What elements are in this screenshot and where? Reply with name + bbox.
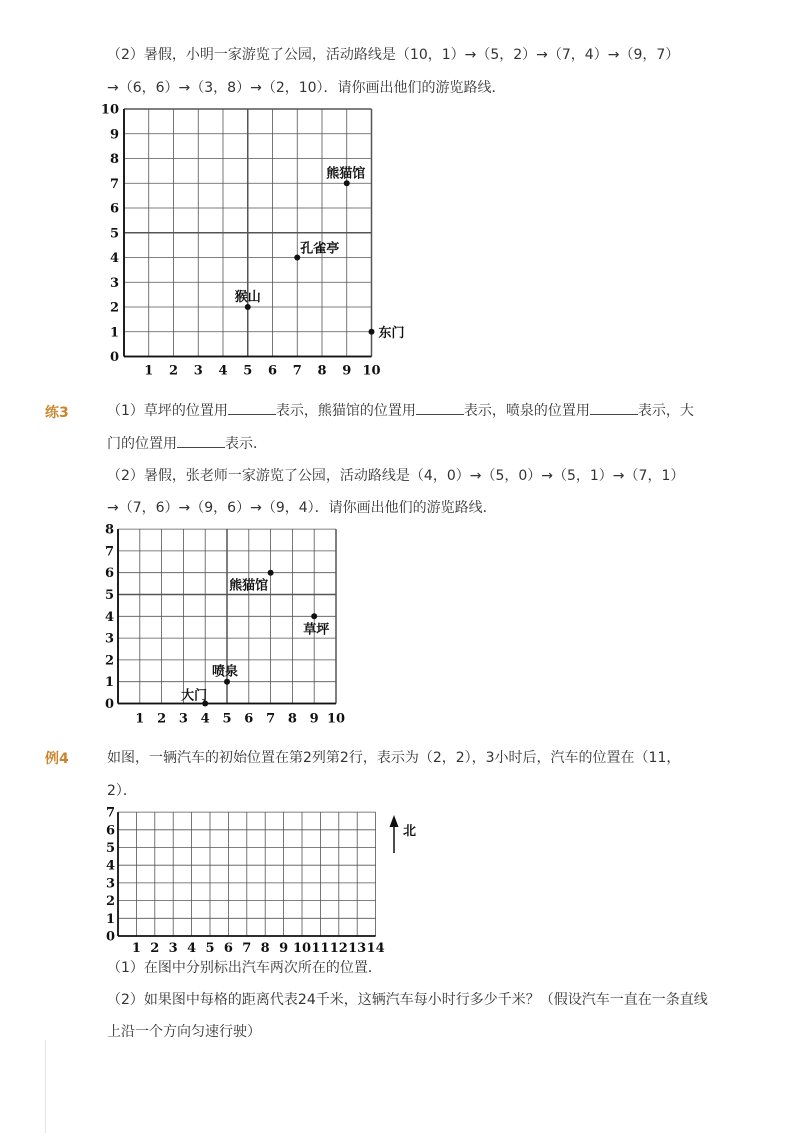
ex3-q1-text-e: 门的位置用 [107, 436, 177, 452]
y-tick-label: 3 [109, 275, 119, 291]
y-tick-label: 0 [104, 697, 114, 712]
x-tick-label: 2 [157, 711, 167, 727]
x-tick-label: 9 [342, 363, 352, 379]
location-label: 大门 [181, 688, 208, 704]
y-tick-label: 7 [105, 805, 115, 821]
x-tick-label: 8 [317, 363, 327, 379]
x-tick-label: 5 [243, 363, 253, 379]
y-tick-label: 7 [104, 544, 114, 560]
x-tick-label: 10 [292, 941, 312, 956]
ex3-q1-text-f: 表示． [225, 436, 267, 452]
y-tick-label: 1 [104, 675, 114, 691]
x-tick-label: 6 [267, 363, 278, 379]
y-tick-label: 9 [109, 127, 119, 143]
x-tick-label: 10 [362, 363, 381, 379]
y-tick-label: 5 [104, 588, 114, 603]
north-label: 北 [403, 824, 417, 839]
y-tick-label: 5 [109, 226, 119, 242]
y-tick-label: 0 [109, 350, 119, 365]
x-tick-label: 1 [144, 363, 154, 379]
x-tick-label: 12 [329, 941, 348, 956]
x-tick-label: 8 [260, 941, 270, 956]
x-tick-label: 4 [187, 941, 197, 956]
ex4-intro-line1: 如图，一辆汽车的初始位置在第2列第2行，表示为（2，2），3小时后，汽车的位置在（11， [107, 750, 681, 766]
ex4-question2-line2: 上沿一个方向匀速行驶） [107, 1024, 261, 1040]
x-tick-label: 4 [200, 711, 210, 727]
x-tick-label: 3 [168, 941, 178, 956]
y-tick-label: 0 [105, 929, 115, 945]
y-tick-label: 7 [109, 176, 119, 192]
location-label: 东门 [378, 325, 405, 341]
location-label: 猴山 [234, 290, 261, 305]
location-label: 熊猫馆 [326, 166, 366, 182]
x-tick-label: 9 [309, 711, 319, 727]
location-label: 孔雀亭 [300, 241, 340, 257]
x-tick-label: 7 [266, 711, 276, 727]
x-tick-label: 5 [205, 941, 215, 956]
y-tick-label: 6 [104, 566, 114, 582]
x-tick-label: 5 [222, 711, 232, 727]
y-tick-label: 6 [109, 201, 119, 217]
y-tick-label: 2 [104, 653, 114, 669]
y-tick-label: 3 [104, 631, 114, 647]
ex4-question1: （1）在图中分别标出汽车两次所在的位置． [107, 960, 382, 976]
x-tick-label: 3 [178, 711, 188, 727]
y-tick-label: 5 [105, 841, 115, 856]
x-tick-label: 7 [292, 363, 302, 379]
ex3-q1-text-c: 表示，喷泉的位置用 [463, 403, 590, 419]
north-arrow-icon [390, 815, 399, 827]
y-tick-label: 10 [100, 102, 119, 118]
ex4-intro-line2: 2）． [107, 783, 137, 799]
location-label: 熊猫馆 [229, 578, 269, 594]
ex3-question2-line1: （2）暑假，张老师一家游览了公园，活动路线是（4，0）→（5，0）→（5，1）→（7，1） [107, 468, 685, 484]
y-tick-label: 8 [109, 152, 119, 167]
x-tick-label: 6 [223, 941, 233, 956]
x-tick-label: 2 [150, 941, 160, 956]
y-tick-label: 8 [104, 522, 114, 538]
ex3-q1-text-d: 表示，大 [637, 403, 694, 419]
x-tick-label: 11 [311, 941, 330, 956]
y-tick-label: 3 [105, 876, 115, 892]
y-tick-label: 1 [105, 911, 115, 927]
location-label: 草坪 [303, 622, 330, 638]
x-tick-label: 2 [168, 363, 179, 379]
ex3-q1-text-a: （1）草坪的位置用 [107, 403, 228, 419]
ex3-question2-line2: →（7，6）→（9，6）→（9，4）．请你画出他们的游览路线． [107, 500, 497, 516]
x-tick-label: 10 [326, 711, 346, 727]
y-tick-label: 2 [109, 300, 119, 316]
x-tick-label: 9 [279, 941, 289, 956]
x-tick-label: 6 [244, 711, 254, 727]
ex3-q1-text-b: 表示，熊猫馆的位置用 [275, 403, 416, 419]
y-tick-label: 1 [109, 325, 119, 341]
x-tick-label: 13 [348, 941, 367, 956]
y-tick-label: 4 [109, 251, 119, 266]
x-tick-label: 3 [193, 363, 203, 379]
y-tick-label: 2 [105, 894, 115, 910]
example-4-label: 例4 [45, 751, 69, 767]
prev-question-line1: （2）暑假，小明一家游览了公园，活动路线是（10，1）→（5，2）→（7，4）→（9，7） [107, 47, 680, 63]
x-tick-label: 8 [287, 711, 297, 727]
location-label: 喷泉 [211, 664, 239, 680]
ex4-question2-line1: （2）如果图中每格的距离代表24千米，这辆汽车每小时行多少千米？（假设汽车一直在一条直线 [107, 992, 708, 1008]
x-tick-label: 1 [135, 711, 145, 727]
x-tick-label: 4 [218, 363, 228, 379]
y-tick-label: 4 [105, 858, 115, 874]
x-tick-label: 14 [366, 941, 385, 956]
x-tick-label: 1 [131, 941, 141, 956]
x-tick-label: 7 [242, 941, 252, 956]
prev-question-line2: →（6，6）→（3，8）→（2，10）．请你画出他们的游览路线． [107, 80, 506, 96]
exercise-3-label: 练3 [45, 405, 69, 421]
y-tick-label: 4 [104, 609, 114, 625]
y-tick-label: 6 [105, 823, 115, 839]
